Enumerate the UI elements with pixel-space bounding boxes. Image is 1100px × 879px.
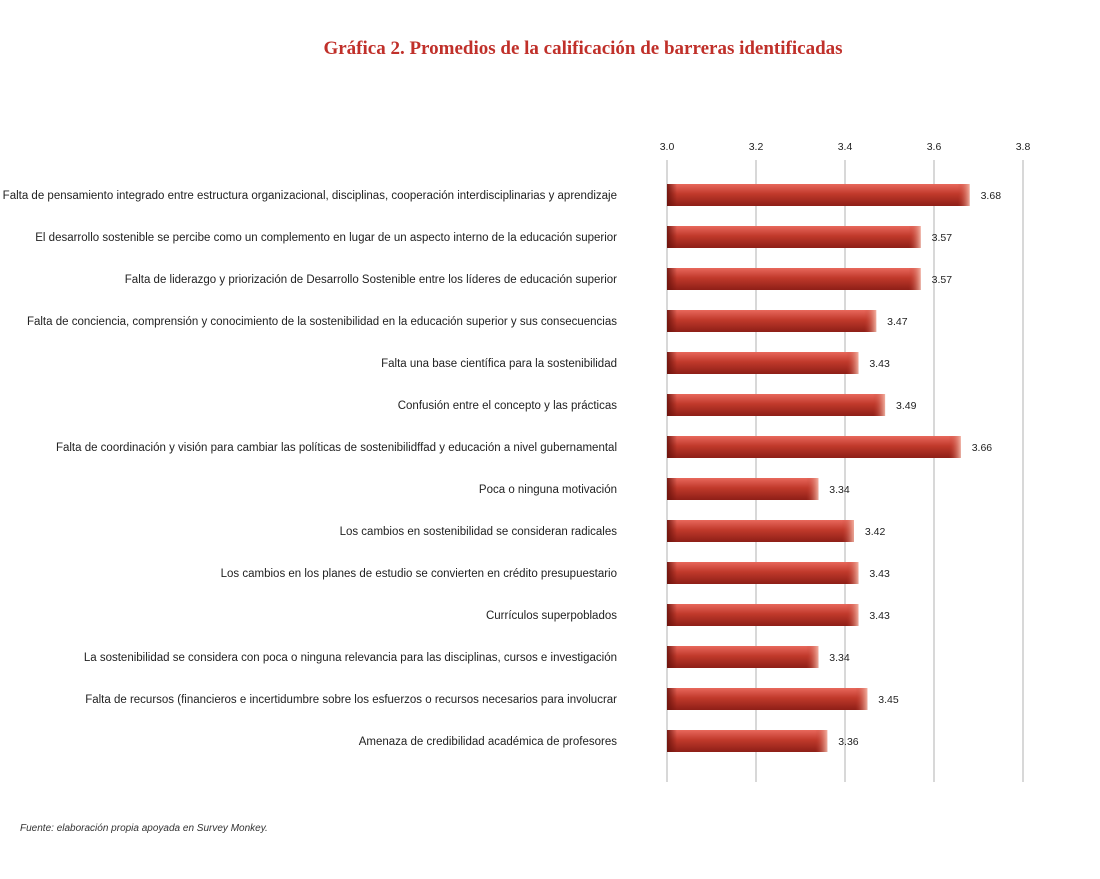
bar-end-highlight-10: [846, 604, 858, 626]
x-tick-label-2: 3.4: [837, 141, 853, 153]
bar-body-12: [667, 688, 867, 710]
category-label-3: Falta de conciencia, comprensión y conocimiento de la sostenibilidad en la educación superior y sus consecuencias: [26, 316, 617, 328]
bar-body-4: [667, 352, 858, 374]
category-label-11: La sostenibilidad se considera con poca o ninguna relevancia para las disciplinas, cursos e investigación: [83, 652, 617, 664]
bar-end-highlight-9: [846, 562, 858, 584]
bar-body-10: [667, 604, 858, 626]
bar-start-shade-3: [667, 310, 677, 332]
bar-8: [667, 520, 854, 542]
bar-6: [667, 436, 961, 458]
data-label-9: 3.43: [869, 568, 890, 580]
category-label-4: Falta una base científica para la sostenibilidad: [381, 358, 617, 370]
bar-start-shade-13: [667, 730, 677, 752]
bar-0: [667, 184, 970, 206]
bar-end-highlight-11: [806, 646, 818, 668]
category-label-7: Poca o ninguna motivación: [478, 484, 617, 496]
data-label-7: 3.34: [829, 484, 850, 496]
bar-end-highlight-7: [806, 478, 818, 500]
data-label-13: 3.36: [838, 736, 859, 748]
bar-end-highlight-6: [949, 436, 961, 458]
data-label-12: 3.45: [878, 694, 899, 706]
bar-end-highlight-1: [909, 226, 921, 248]
bar-13: [667, 730, 827, 752]
category-label-5: Confusión entre el concepto y las prácticas: [397, 400, 617, 412]
bar-start-shade-7: [667, 478, 677, 500]
bar-start-shade-4: [667, 352, 677, 374]
data-label-6: 3.66: [971, 442, 993, 454]
bar-start-shade-12: [667, 688, 677, 710]
bar-body-9: [667, 562, 858, 584]
category-label-0: Falta de pensamiento integrado entre estructura organizacional, disciplinas, cooperación interdisciplinarias y aprendizaje: [2, 190, 617, 202]
bar-end-highlight-3: [864, 310, 876, 332]
category-label-10: Currículos superpoblados: [485, 610, 617, 622]
data-label-0: 3.68: [980, 190, 1002, 202]
bar-start-shade-5: [667, 394, 677, 416]
bar-start-shade-1: [667, 226, 677, 248]
bar-end-highlight-4: [846, 352, 858, 374]
bar-body-8: [667, 520, 854, 542]
bar-10: [667, 604, 858, 626]
bar-body-11: [667, 646, 818, 668]
data-label-3: 3.47: [887, 316, 908, 328]
bar-body-5: [667, 394, 885, 416]
bar-start-shade-10: [667, 604, 677, 626]
bar-9: [667, 562, 858, 584]
x-tick-label-1: 3.2: [748, 141, 764, 153]
data-label-8: 3.42: [864, 526, 886, 538]
category-label-12: Falta de recursos (financieros e incertidumbre sobre los esfuerzos o recursos necesarios para involucrar: [85, 694, 617, 706]
bar-11: [667, 646, 818, 668]
data-label-4: 3.43: [869, 358, 890, 370]
bar-end-highlight-5: [873, 394, 885, 416]
category-label-9: Los cambios en los planes de estudio se convierten en crédito presupuestario: [220, 568, 617, 580]
bar-end-highlight-12: [855, 688, 867, 710]
bar-1: [667, 226, 921, 248]
x-tick-label-4: 3.8: [1015, 141, 1031, 153]
bar-end-highlight-2: [909, 268, 921, 290]
x-tick-label-0: 3.0: [659, 141, 675, 153]
data-label-11: 3.34: [829, 652, 850, 664]
bar-body-2: [667, 268, 921, 290]
data-label-5: 3.49: [896, 400, 917, 412]
category-label-6: Falta de coordinación y visión para cambiar las políticas de sostenibilidffad y educación a nivel gubernamental: [55, 442, 617, 454]
bar-body-0: [667, 184, 970, 206]
bar-start-shade-6: [667, 436, 677, 458]
data-label-1: 3.57: [931, 232, 953, 244]
bar-5: [667, 394, 885, 416]
data-label-2: 3.57: [931, 274, 953, 286]
bar-start-shade-11: [667, 646, 677, 668]
bar-start-shade-0: [667, 184, 677, 206]
chart-title: Gráfica 2. Promedios de la calificación de barreras identificadas: [323, 38, 843, 59]
bar-12: [667, 688, 867, 710]
category-label-8: Los cambios en sostenibilidad se consideran radicales: [339, 526, 617, 538]
bar-end-highlight-0: [958, 184, 970, 206]
category-label-1: El desarrollo sostenible se percibe como un complemento en lugar de un aspecto interno de la educación superior: [35, 232, 617, 244]
category-label-13: Amenaza de credibilidad académica de profesores: [358, 736, 617, 748]
bar-body-7: [667, 478, 818, 500]
bar-4: [667, 352, 858, 374]
bar-body-6: [667, 436, 961, 458]
bar-end-highlight-13: [815, 730, 827, 752]
bar-body-1: [667, 226, 921, 248]
bar-3: [667, 310, 876, 332]
bar-start-shade-2: [667, 268, 677, 290]
bar-end-highlight-8: [842, 520, 854, 542]
source-note: Fuente: elaboración propia apoyada en Survey Monkey.: [20, 823, 268, 834]
bar-body-13: [667, 730, 827, 752]
bar-2: [667, 268, 921, 290]
bar-7: [667, 478, 818, 500]
x-tick-label-3: 3.6: [926, 141, 942, 153]
category-label-2: Falta de liderazgo y priorización de Desarrollo Sostenible entre los líderes de educación superior: [124, 274, 617, 286]
bar-start-shade-8: [667, 520, 677, 542]
data-label-10: 3.43: [869, 610, 890, 622]
bar-start-shade-9: [667, 562, 677, 584]
bar-body-3: [667, 310, 876, 332]
